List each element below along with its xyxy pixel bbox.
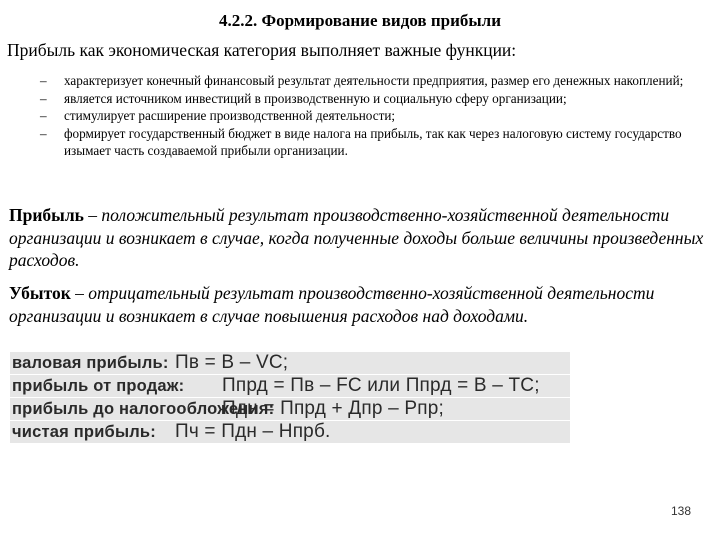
- formula-expression: Пдн = Ппрд + Дпр – Рпр;: [222, 398, 444, 419]
- loss-definition-text: – отрицательный результат производственно-хозяйственной деятельности организации и возникает в случае повышения расходов над доходами.: [9, 283, 655, 326]
- formula-row-pretax-profit: [10, 398, 570, 420]
- functions-list: [40, 72, 700, 160]
- loss-definition: [9, 282, 709, 327]
- page-number: 138: [670, 504, 691, 518]
- profit-definition-text: – положительный результат производственно-хозяйственной деятельности организации и возникает в случае, когда полученные доходы больше величины произведенных расходов.: [9, 205, 704, 271]
- dash-bullet: –: [40, 108, 47, 123]
- formulas-block: [10, 352, 570, 444]
- loss-term: Убыток: [9, 283, 71, 303]
- dash-bullet: –: [40, 125, 47, 141]
- formula-expression: Пч = Пдн – Нпрб.: [175, 421, 331, 442]
- formula-row-gross-profit: [10, 352, 570, 374]
- list-item: – является источником инвестиций в производственную и социальную сферу организации;: [40, 90, 567, 106]
- formula-expression: Пв = В – VС;: [175, 352, 289, 373]
- intro-text: Прибыль как экономическая категория выполняет важные функции:: [7, 40, 517, 60]
- formula-row-net-profit: [10, 421, 570, 443]
- formula-label: прибыль от продаж:: [12, 376, 185, 395]
- formula-label: прибыль до налогообложения:: [12, 399, 275, 418]
- slide-title: 4.2.2. Формирование видов прибыли: [218, 11, 501, 30]
- formula-label: валовая прибыль:: [12, 353, 169, 372]
- profit-definition: [9, 204, 709, 272]
- profit-term: Прибыль: [9, 205, 84, 225]
- formula-expression: Ппрд = Пв – FС или Ппрд = В – ТС;: [222, 375, 540, 396]
- list-item: – характеризует конечный финансовый результат деятельности предприятия, размер его денежных накоплений;: [40, 73, 684, 88]
- dash-bullet: –: [40, 90, 47, 106]
- list-item: – стимулирует расширение производственной деятельности;: [40, 108, 396, 123]
- dash-bullet: –: [40, 73, 47, 88]
- list-item: – формирует государственный бюджет в виде налога на прибыль, так как через налоговую систему государство изымает часть создаваемой прибыли организации.: [40, 125, 682, 158]
- formula-row-sales-profit: [10, 375, 570, 397]
- formula-label: чистая прибыль:: [12, 422, 156, 441]
